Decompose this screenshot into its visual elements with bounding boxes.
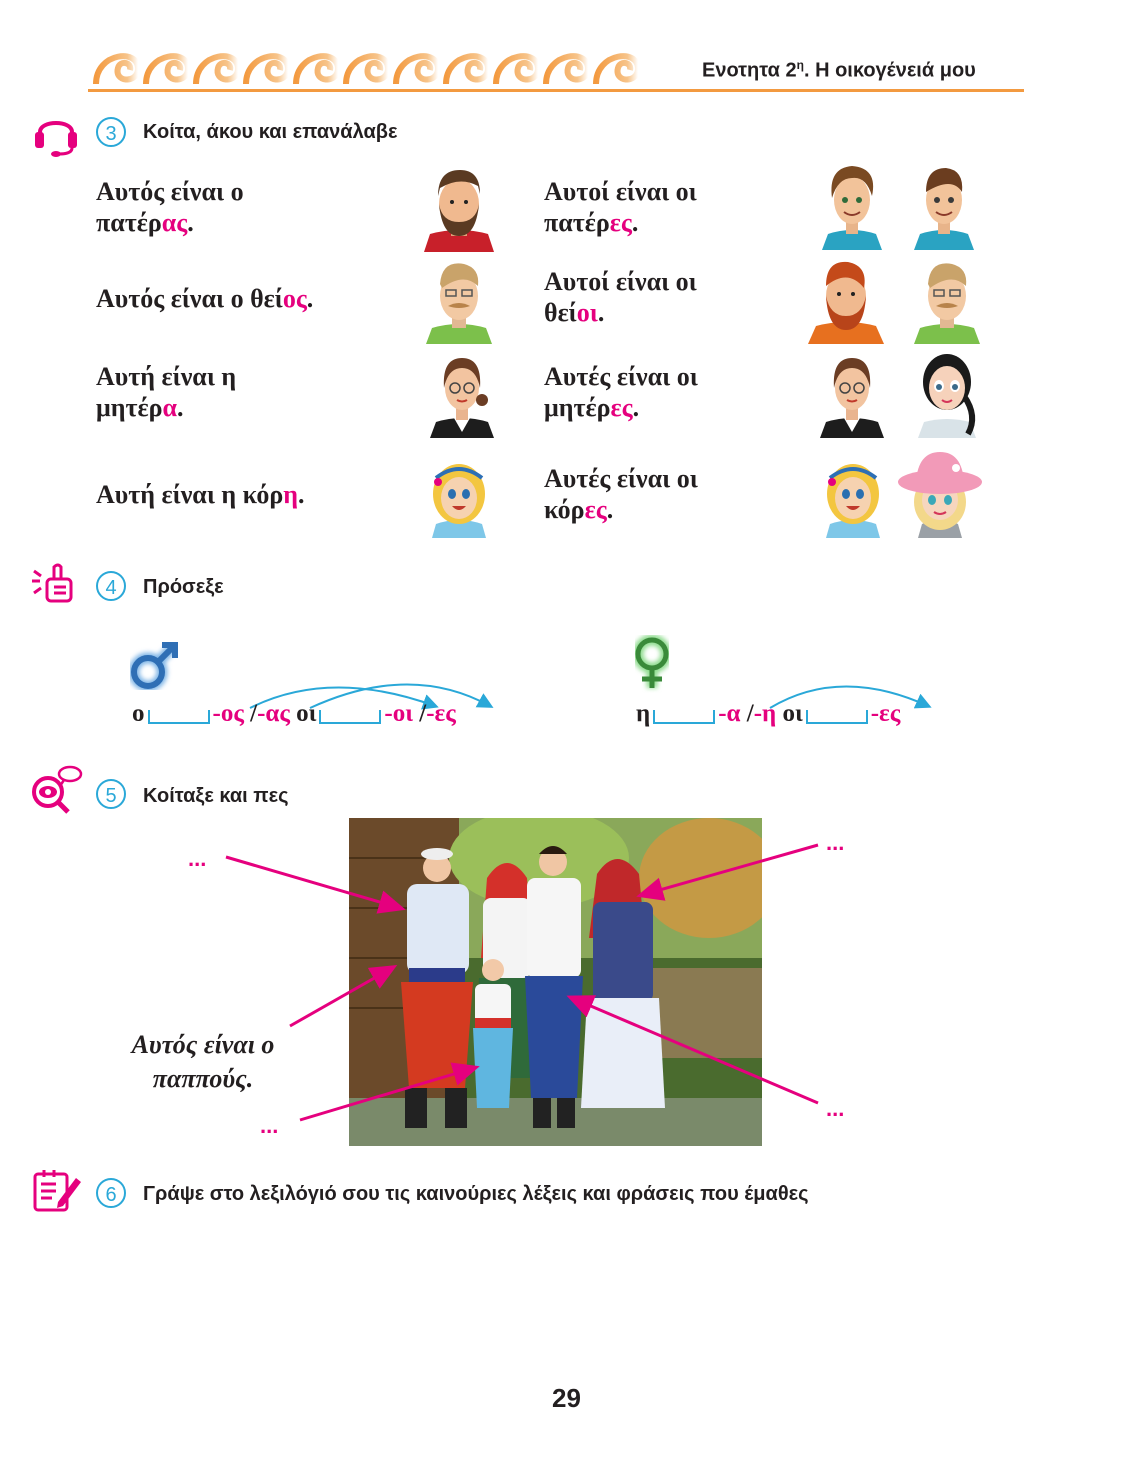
notepad-pencil-icon [32, 1168, 82, 1219]
pointing-hand-icon [30, 563, 76, 610]
sentence-uncles: Αυτοί είναι οι θείοι. [544, 267, 697, 327]
exercise-title-3: Κοίτα, άκου και επανάλαβε [143, 121, 398, 143]
exercise-number-3: 3 [96, 117, 126, 147]
face-daughter-pinkhat [898, 446, 982, 543]
face-uncle-redbeard [808, 258, 884, 349]
face-daughter-blonde-2 [818, 452, 888, 543]
exercise-title-4: Πρόσεξε [143, 576, 224, 598]
female-symbol-icon [624, 632, 680, 699]
photo-example-caption: Αυτός είναι ο παππούς. [131, 1030, 275, 1093]
sentence-daughters: Αυτές είναι οι κόρες. [544, 464, 698, 524]
face-father-young-2 [912, 162, 976, 255]
exercise-number-5: 5 [96, 779, 126, 809]
sentence-mothers: Αυτές είναι οι μητέρες. [544, 362, 698, 422]
face-mother-darkhair [912, 346, 982, 443]
grammar-masculine-rule: ο -ος /-ας οι -οι /-ες [132, 700, 456, 727]
sentence-fathers: Αυτοί είναι οι πατέρες. [544, 177, 697, 237]
sentence-father: Αυτός είναι ο πατέρας. [96, 177, 244, 237]
header-rule [88, 89, 1024, 92]
exercise-title-5: Κοίταξε και πες [143, 785, 289, 807]
face-mother-glasses-2 [820, 352, 884, 443]
headphones-icon [32, 110, 80, 163]
face-father-bearded [424, 166, 494, 257]
sentence-mother: Αυτή είναι η μητέρα. [96, 362, 237, 422]
sentence-uncle: Αυτός είναι ο θείος. [96, 284, 314, 313]
label-blank-top-right: ... [826, 830, 845, 855]
face-daughter-blonde [424, 452, 494, 543]
label-blank-top-left: ... [188, 846, 207, 871]
exercise-number-6: 6 [96, 1178, 126, 1208]
header-meander-decoration [88, 44, 668, 95]
face-uncle-mustache [424, 258, 494, 349]
face-father-young-1 [820, 162, 884, 255]
sentence-daughter: Αυτή είναι η κόρη. [96, 480, 305, 509]
male-symbol-icon [124, 636, 190, 701]
exercise-title-6: Γράψε στο λεξιλόγιό σου τις καινούριες λέξεις και φράσεις που έμαθες [143, 1183, 809, 1205]
face-uncle-mustache-2 [912, 258, 982, 349]
exercise-number-4: 4 [96, 571, 126, 601]
face-mother-glasses [430, 352, 494, 443]
unit-title: Ενοτητα $2^\eta$. Η οικογένειά μου [702, 58, 976, 82]
photo-pointer-lines [0, 800, 1133, 1165]
grammar-feminine-rule: η -α /-η οι -ες [636, 700, 901, 727]
page-number: 29 [552, 1383, 581, 1413]
label-blank-bottom-left: ... [260, 1113, 279, 1138]
label-blank-bottom-right: ... [826, 1096, 845, 1121]
